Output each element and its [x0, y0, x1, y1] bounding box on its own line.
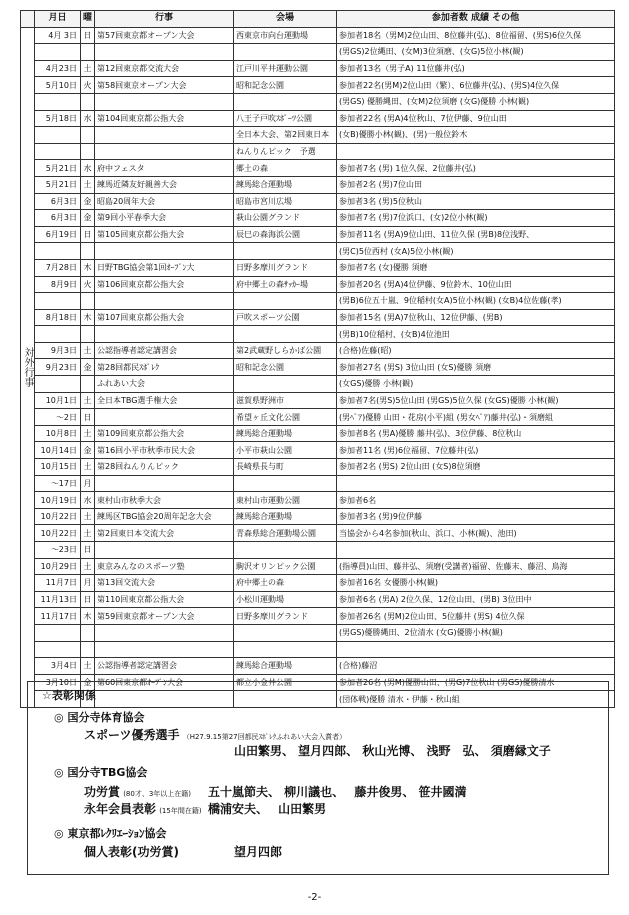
sports-award-note: （H27.9.15第27回都民ｽﾎﾟﾚｸふれあい大会入賞者）	[182, 733, 347, 741]
cell-result: 参加者7名 (男)7位浜口、(女)2位小林(観)	[337, 210, 615, 227]
cell-event: 第16回小平市秋季市民大会	[95, 442, 234, 459]
cell-venue	[234, 475, 337, 492]
awards-title: ☆表彰関係	[42, 689, 96, 702]
cell-dow: 水	[81, 160, 95, 177]
table-row	[21, 160, 615, 177]
cell-event: 公認指導者認定講習会	[95, 658, 234, 675]
cell-venue: 日野多摩川グランド	[234, 608, 337, 625]
cell-event: 第59回東京都オープン大会	[95, 608, 234, 625]
cell-dow: 土	[81, 60, 95, 77]
merit-award-names: 五十嵐節夫、 柳川議也、 藤井俊男、 笹井國満	[208, 785, 467, 799]
cell-dow	[81, 624, 95, 641]
header-event: 行事	[95, 11, 234, 28]
sports-award-line	[84, 729, 346, 743]
cell-event: 第2回東日本交流大会	[95, 525, 234, 542]
cell-event: 昭島20周年大会	[95, 193, 234, 210]
cell-result	[337, 143, 615, 160]
table-row	[21, 77, 615, 94]
org-name: 国分寺TBG協会	[67, 766, 148, 779]
cell-result: 参加者22名(男M)2位山田（繁）、6位藤井(弘)、(男S)4位久保	[337, 77, 615, 94]
cell-dow: 土	[81, 658, 95, 675]
cell-dow: 日	[81, 542, 95, 559]
cell-date: 10月22日	[35, 508, 81, 525]
cell-event	[95, 641, 234, 658]
cell-event: 第109回東京都公指大会	[95, 425, 234, 442]
cell-dow: 金	[81, 193, 95, 210]
cell-result: (合格)藤沼	[337, 658, 615, 675]
cell-dow: 水	[81, 110, 95, 127]
table-row	[21, 326, 615, 343]
cell-venue: 駒沢オリンピック公園	[234, 558, 337, 575]
cell-dow: 土	[81, 176, 95, 193]
cell-venue	[234, 243, 337, 260]
cell-date: 11月13日	[35, 591, 81, 608]
org-name: 東京都ﾚｸﾘｴｰｼｮﾝ協会	[67, 827, 167, 840]
table-row	[21, 210, 615, 227]
cell-venue	[234, 376, 337, 393]
org-mark: ◎	[54, 827, 64, 840]
sports-award-names: 山田繁男、 望月四郎、 秋山光博、 浅野 弘、 須磨縁文子	[234, 744, 551, 758]
cell-venue: 東村山市運動公園	[234, 492, 337, 509]
cell-dow: 土	[81, 392, 95, 409]
cell-venue: 都立小金井公園	[234, 674, 337, 691]
cell-dow: 金	[81, 674, 95, 691]
cell-result: 参加者6名 (男A) 2位久保、12位山田、(男B) 3位田中	[337, 591, 615, 608]
cell-result	[337, 542, 615, 559]
cell-event	[95, 243, 234, 260]
cell-result: 参加者7名(男S)5位山田 (男GS)5位久保 (女GS)優勝 小林(観)	[337, 392, 615, 409]
cell-venue: 練馬総合運動場	[234, 425, 337, 442]
cell-dow: 水	[81, 492, 95, 509]
table-row	[21, 342, 615, 359]
table-row	[21, 60, 615, 77]
table-row	[21, 27, 615, 44]
cell-event: 全日本TBG選手権大会	[95, 392, 234, 409]
table-row	[21, 558, 615, 575]
cell-date	[35, 641, 81, 658]
cell-result: (男ﾍﾟｱ)優勝 山田・花房(小平)組 (男女ﾍﾟｱ)藤井(弘)・須磨組	[337, 409, 615, 426]
cell-venue: 昭和記念公園	[234, 77, 337, 94]
cell-dow: 火	[81, 77, 95, 94]
cell-event: ふれあい大会	[95, 376, 234, 393]
cell-venue	[234, 542, 337, 559]
cell-result: 参加者2名 (男)7位山田	[337, 176, 615, 193]
cell-dow: 木	[81, 608, 95, 625]
cell-dow	[81, 293, 95, 310]
cell-venue	[234, 624, 337, 641]
cell-date: 6月3日	[35, 193, 81, 210]
category-label: 対外行事	[21, 27, 35, 707]
table-row	[21, 492, 615, 509]
cell-event: 練馬区TBG協会20周年記念大会	[95, 508, 234, 525]
cell-result	[337, 475, 615, 492]
cell-venue	[234, 44, 337, 61]
cell-date	[35, 143, 81, 160]
cell-result: (女GS)優勝 小林(観)	[337, 376, 615, 393]
cell-date: ～17日	[35, 475, 81, 492]
org-mark: ◎	[54, 711, 64, 724]
table-row	[21, 110, 615, 127]
table-body	[21, 27, 615, 707]
table-row	[21, 226, 615, 243]
cell-event: 第12回東京都交流大会	[95, 60, 234, 77]
cell-date: 4月23日	[35, 60, 81, 77]
cell-date: 9月3日	[35, 342, 81, 359]
org-name: 国分寺体育協会	[67, 711, 145, 724]
cell-dow	[81, 641, 95, 658]
cell-venue: 八王子戸吹ｽﾎﾟｰﾂ公園	[234, 110, 337, 127]
cell-event: 第110回東京都公指大会	[95, 591, 234, 608]
table-row	[21, 359, 615, 376]
cell-result: (団体戦)優勝 清水・伊藤・秋山組	[337, 691, 615, 708]
sports-award-label: スポーツ優秀選手	[84, 728, 180, 742]
cell-result: 参加者22名 (男A)4位秋山、7位伊藤、9位山田	[337, 110, 615, 127]
cell-event: 第105回東京都公指大会	[95, 226, 234, 243]
cell-result: 当協会から4名参加(秋山、浜口、小林(観)、池田)	[337, 525, 615, 542]
cell-venue: 戸吹スポーツ公園	[234, 309, 337, 326]
cell-dow: 土	[81, 459, 95, 476]
cell-result: (男GS)2位縄田、(女M)3位須磨、(女G)5位小林(観)	[337, 44, 615, 61]
cell-venue: 昭和記念公園	[234, 359, 337, 376]
cell-dow: 木	[81, 259, 95, 276]
cell-result: (合格)佐藤(昭)	[337, 342, 615, 359]
table-row	[21, 658, 615, 675]
cell-event: 第58回東京オープン大会	[95, 77, 234, 94]
cell-result: 参加者20名 (男A)4位伊藤、9位鈴木、10位山田	[337, 276, 615, 293]
cell-result: (男B)10位稲村、(女B)4位池田	[337, 326, 615, 343]
cell-result: 参加者7名 (女)優勝 須磨	[337, 259, 615, 276]
cell-event	[95, 409, 234, 426]
cell-result: 参加者8名 (男A)優勝 藤井(弘)、3位伊藤、8位秋山	[337, 425, 615, 442]
cell-dow: 土	[81, 508, 95, 525]
cell-dow: 土	[81, 558, 95, 575]
cell-venue: 萩山公園グランド	[234, 210, 337, 227]
cell-event: 第107回東京都公指大会	[95, 309, 234, 326]
cell-venue: 日野多摩川グランド	[234, 259, 337, 276]
cell-result: 参加者26名 (男M)2位山田、5位藤井 (男S) 4位久保	[337, 608, 615, 625]
events-table	[20, 10, 615, 708]
cell-event	[95, 127, 234, 144]
cell-date: 10月19日	[35, 492, 81, 509]
cell-date: 5月10日	[35, 77, 81, 94]
cell-result	[337, 641, 615, 658]
indiv-award-names: 望月四郎	[234, 845, 283, 859]
cell-result: 参加者15名 (男A)7位秋山、12位伊藤、(男B)	[337, 309, 615, 326]
cell-dow: 金	[81, 210, 95, 227]
table-row	[21, 442, 615, 459]
table-row	[21, 641, 615, 658]
cell-dow: 土	[81, 425, 95, 442]
merit-award-label: 功労賞	[84, 785, 121, 799]
cell-event: 第57回東京都オープン大会	[95, 27, 234, 44]
cell-date: 3月10日	[35, 674, 81, 691]
cell-date: 8月18日	[35, 309, 81, 326]
cell-dow	[81, 326, 95, 343]
table-row	[21, 591, 615, 608]
cell-venue: 昭島市宮川広場	[234, 193, 337, 210]
cell-date: ～23日	[35, 542, 81, 559]
cell-event: 府中フェスタ	[95, 160, 234, 177]
cell-date	[35, 326, 81, 343]
cell-event	[95, 93, 234, 110]
cell-date: 11月7日	[35, 575, 81, 592]
cell-dow: 日	[81, 226, 95, 243]
table-row	[21, 425, 615, 442]
table-row	[21, 624, 615, 641]
org-kokubunji-sports	[54, 712, 144, 724]
table-row	[21, 309, 615, 326]
cell-date: 5月21日	[35, 160, 81, 177]
cell-date: 10月29日	[35, 558, 81, 575]
cell-venue: 希望ヶ丘文化公園	[234, 409, 337, 426]
table-row	[21, 508, 615, 525]
cell-dow: 土	[81, 342, 95, 359]
table-row	[21, 127, 615, 144]
header-date: 月日	[35, 11, 81, 28]
cell-event: 第60回東京都ｵｰﾌﾟﾝ大会	[95, 674, 234, 691]
merit-award-line	[84, 786, 191, 800]
table-row	[21, 475, 615, 492]
cell-dow	[81, 143, 95, 160]
cell-date	[35, 293, 81, 310]
indiv-award-label: 個人表彰(功労賞)	[84, 845, 179, 859]
cell-result: (男GS)優勝縄田、2位清水 (女G)優勝小林(観)	[337, 624, 615, 641]
cell-result: 参加者6名	[337, 492, 615, 509]
table-row	[21, 143, 615, 160]
cell-event	[95, 475, 234, 492]
cell-event: 第104回東京都公指大会	[95, 110, 234, 127]
cell-result: 参加者13名（男子A) 11位藤井(弘)	[337, 60, 615, 77]
table-row	[21, 409, 615, 426]
cell-date: 3月4日	[35, 658, 81, 675]
cell-event: 東京みんなのスポーツ塾	[95, 558, 234, 575]
table-row	[21, 575, 615, 592]
table-row	[21, 293, 615, 310]
cell-event	[95, 44, 234, 61]
table-row	[21, 176, 615, 193]
cell-venue	[234, 326, 337, 343]
cell-result: (男C)5位西村 (女A)5位小林(観)	[337, 243, 615, 260]
cell-venue: 府中郷土の森ｻｯｶｰ場	[234, 276, 337, 293]
cell-date: 7月28日	[35, 259, 81, 276]
table-row	[21, 44, 615, 61]
cell-date	[35, 243, 81, 260]
cell-venue: 第2武蔵野しらかば公園	[234, 342, 337, 359]
cell-result: 参加者18名（男M)2位山田、8位藤井(弘)、8位福留、(男S)6位久保	[337, 27, 615, 44]
cell-venue	[234, 293, 337, 310]
cell-venue: 郷土の森	[234, 160, 337, 177]
cell-dow: 木	[81, 309, 95, 326]
cell-event: 第28回都民ｽﾎﾟﾚｸ	[95, 359, 234, 376]
cell-result: 参加者2名 (男S) 2位山田 (女S)8位須磨	[337, 459, 615, 476]
awards-section	[27, 681, 609, 875]
cell-date: 8月9日	[35, 276, 81, 293]
cell-dow	[81, 127, 95, 144]
cell-date: 6月3日	[35, 210, 81, 227]
cell-venue: 府中郷土の森	[234, 575, 337, 592]
table-row	[21, 259, 615, 276]
page-number: -2-	[307, 892, 322, 903]
table-row	[21, 243, 615, 260]
cell-result: (指導員)山田、藤井弘、須磨(受講者)福留、佐藤末、藤沼、鳥海	[337, 558, 615, 575]
cell-date	[35, 127, 81, 144]
table-row	[21, 459, 615, 476]
cell-venue	[234, 641, 337, 658]
cell-venue: 全日本大会、第2回東日本	[234, 127, 337, 144]
cell-dow: 土	[81, 525, 95, 542]
org-tokyo-recreation	[54, 828, 166, 840]
cell-result: 参加者3名 (男)9位伊藤	[337, 508, 615, 525]
cell-result: (男B)6位五十嵐、9位稲村(女A)5位小林(観) (女B)4位佐藤(孝)	[337, 293, 615, 310]
header-dow: 曜	[81, 11, 95, 28]
cell-date: 10月1日	[35, 392, 81, 409]
cell-venue: 小平市萩山公園	[234, 442, 337, 459]
cell-dow: 金	[81, 442, 95, 459]
cell-event: 公認指導者認定講習会	[95, 342, 234, 359]
cell-venue: 練馬総合運動場	[234, 176, 337, 193]
perm-award-note: (15年間在籍)	[159, 807, 202, 815]
cell-venue: 長崎県長与町	[234, 459, 337, 476]
cell-dow: 日	[81, 591, 95, 608]
cell-event	[95, 293, 234, 310]
cell-date: 10月8日	[35, 425, 81, 442]
cell-result: 参加者26名 (男M)優勝山田、(男G)7位秋山 (男GS)優勝清水	[337, 674, 615, 691]
header-blank	[21, 11, 35, 28]
header-result: 参加者数 成績 その他	[337, 11, 615, 28]
cell-date: 11月17日	[35, 608, 81, 625]
cell-venue: 小松川運動場	[234, 591, 337, 608]
cell-event	[95, 143, 234, 160]
cell-event: 第106回東京都公指大会	[95, 276, 234, 293]
cell-dow: 月	[81, 575, 95, 592]
cell-event: 練馬近隣友好親善大会	[95, 176, 234, 193]
cell-event: 東村山市秋季大会	[95, 492, 234, 509]
cell-date: 10月14日	[35, 442, 81, 459]
cell-date: 6月19日	[35, 226, 81, 243]
cell-dow: 月	[81, 475, 95, 492]
cell-event	[95, 326, 234, 343]
cell-date	[35, 376, 81, 393]
cell-date: 5月21日	[35, 176, 81, 193]
cell-result: 参加者16名 女優勝小林(観)	[337, 575, 615, 592]
cell-date	[35, 624, 81, 641]
cell-dow: 火	[81, 276, 95, 293]
cell-venue: ねんりんピック 予選	[234, 143, 337, 160]
cell-date: 10月22日	[35, 525, 81, 542]
cell-result: 参加者27名 (男S) 3位山田 (女S)優勝 須磨	[337, 359, 615, 376]
cell-result: 参加者11名 (男)6位福留、7位藤井(弘)	[337, 442, 615, 459]
cell-result: (女B)優勝小林(観)、(男)一般位鈴木	[337, 127, 615, 144]
cell-venue: 辰巳の森海浜公園	[234, 226, 337, 243]
cell-date: 4月 3日	[35, 27, 81, 44]
cell-event: 第28回ねんりんピック	[95, 459, 234, 476]
table-row	[21, 525, 615, 542]
cell-date: ～2日	[35, 409, 81, 426]
cell-dow: 金	[81, 359, 95, 376]
perm-award-line	[84, 803, 202, 817]
cell-result: (男GS) 優勝縄田、(女M)2位須磨 (女G)優勝 小林(観)	[337, 93, 615, 110]
table-row	[21, 392, 615, 409]
table-row	[21, 93, 615, 110]
table-row	[21, 276, 615, 293]
cell-date: 5月18日	[35, 110, 81, 127]
cell-result: 参加者7名 (男) 1位久保、2位藤井(弘)	[337, 160, 615, 177]
org-kokubunji-tbg	[54, 767, 147, 779]
cell-event	[95, 542, 234, 559]
cell-dow	[81, 376, 95, 393]
cell-result: 参加者11名 (男A)9位山田、11位久保 (男B)8位浅野、	[337, 226, 615, 243]
cell-dow	[81, 243, 95, 260]
cell-date: 10月15日	[35, 459, 81, 476]
table-row	[21, 193, 615, 210]
perm-award-label: 永年会員表彰	[84, 802, 157, 816]
perm-award-names: 橋浦安夫、 山田繁男	[208, 802, 327, 816]
cell-venue	[234, 93, 337, 110]
table-header-row	[21, 11, 615, 28]
cell-event: 日野TBG協会第1回ｵｰﾌﾟﾝ大	[95, 259, 234, 276]
cell-dow	[81, 93, 95, 110]
cell-event: 第13回交流大会	[95, 575, 234, 592]
table-row	[21, 608, 615, 625]
cell-event	[95, 624, 234, 641]
cell-dow	[81, 44, 95, 61]
cell-venue: 西東京市向台運動場	[234, 27, 337, 44]
cell-result: 参加者3名 (男)5位秋山	[337, 193, 615, 210]
cell-venue: 練馬総合運動場	[234, 508, 337, 525]
org-mark: ◎	[54, 766, 64, 779]
cell-date	[35, 93, 81, 110]
cell-venue: 江戸川平井運動公園	[234, 60, 337, 77]
cell-date	[35, 44, 81, 61]
cell-venue: 滋賀県野洲市	[234, 392, 337, 409]
merit-award-note: (80才、3年以上在籍)	[123, 790, 192, 798]
header-venue: 会場	[234, 11, 337, 28]
cell-venue: 練馬総合運動場	[234, 658, 337, 675]
table-row	[21, 376, 615, 393]
cell-dow: 日	[81, 27, 95, 44]
cell-event: 第9回小平春季大会	[95, 210, 234, 227]
cell-dow: 日	[81, 409, 95, 426]
table-row	[21, 542, 615, 559]
cell-date: 9月23日	[35, 359, 81, 376]
cell-venue: 青森県総合運動場公園	[234, 525, 337, 542]
